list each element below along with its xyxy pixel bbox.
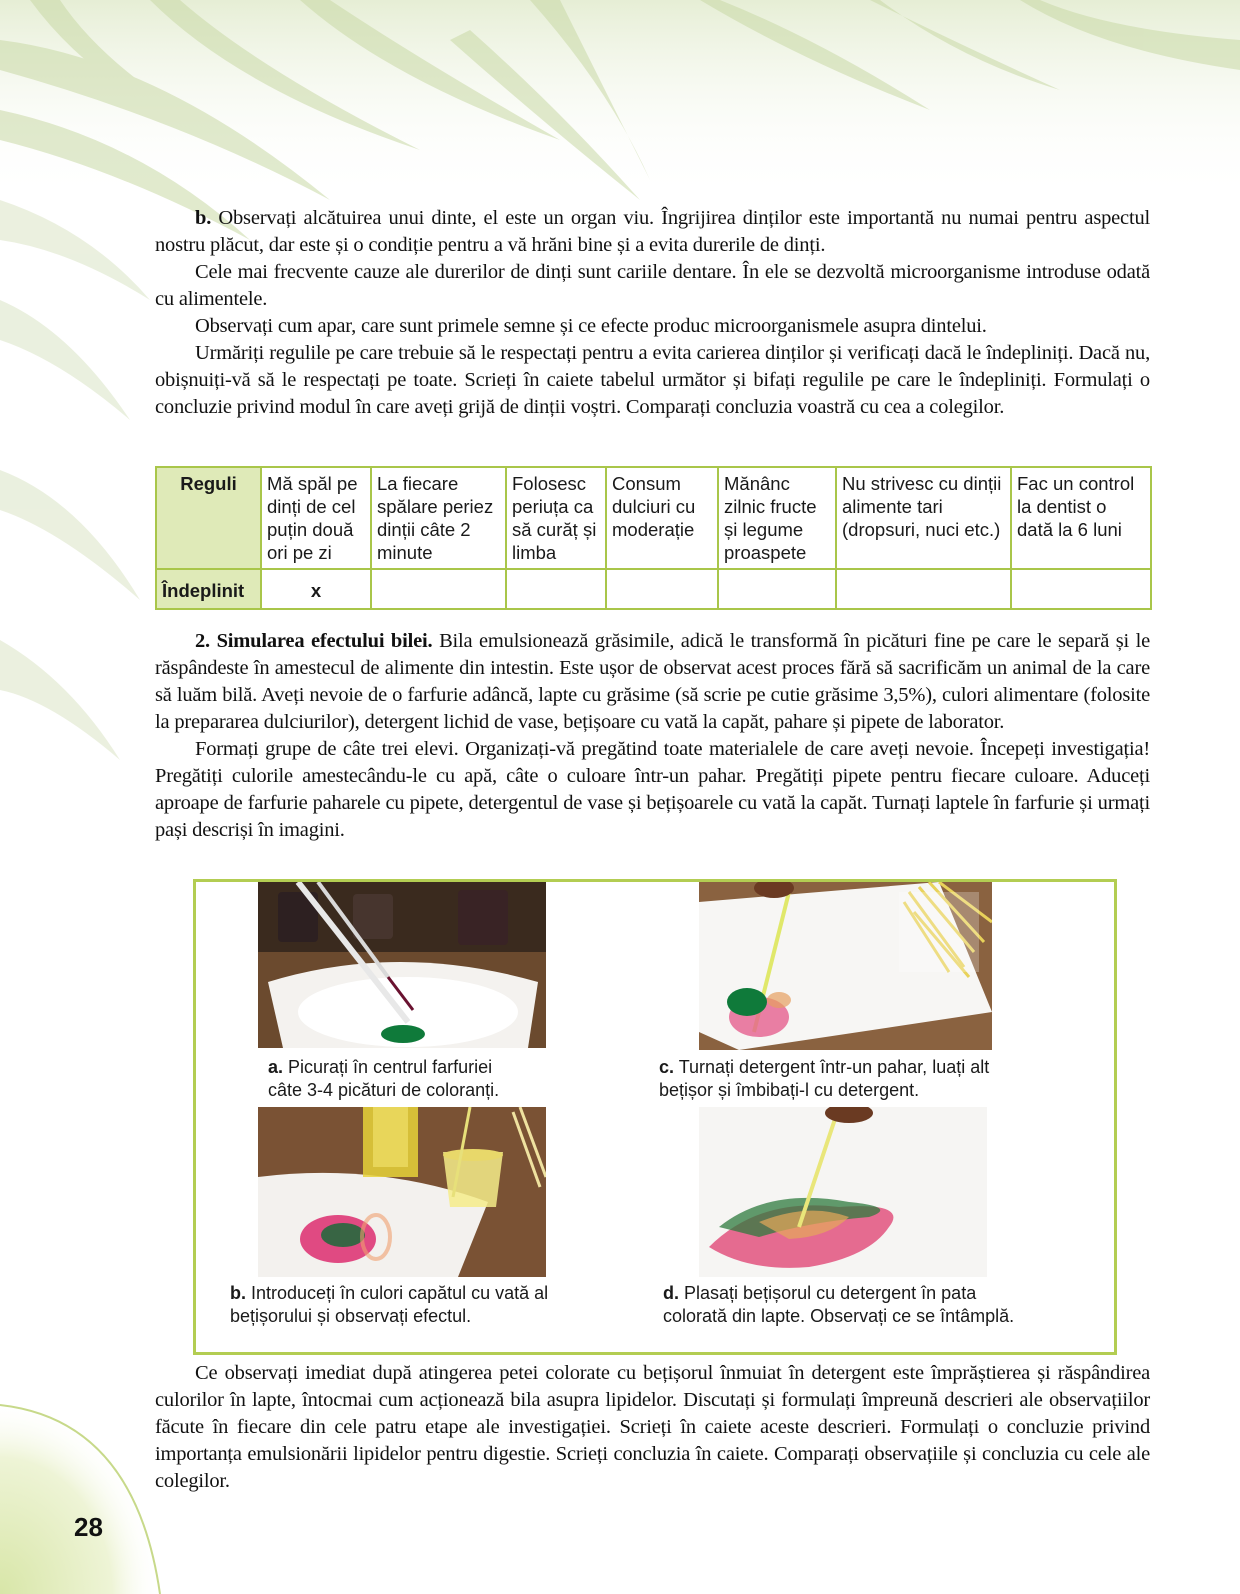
table-cell: x — [261, 569, 371, 609]
table-cell: La fiecare spălare periez dinții câte 2 minute — [371, 467, 506, 569]
caption-d — [663, 1282, 1014, 1328]
table-cell: Consum dulciuri cu moderație — [606, 467, 718, 569]
section-title: 2. Simularea efectului bilei. — [195, 630, 433, 652]
table-cell: Fac un control la dentist o dată la 6 luni — [1011, 467, 1151, 569]
photo-c-detergent-swab — [699, 882, 992, 1050]
table-cell — [371, 569, 506, 609]
caption-b — [230, 1282, 548, 1328]
caption-text: colorată din lapte. Observați ce se întâmplă. — [663, 1306, 1015, 1326]
caption-text: Plasați bețișorul cu detergent în pata — [684, 1283, 977, 1303]
caption-label: a. — [268, 1057, 284, 1077]
paragraph: Observați cum apar, care sunt primele semne și ce efecte produc microorganismele asupra dintelui. — [195, 315, 987, 337]
caption-text: bețișorului și observați efectul. — [230, 1306, 472, 1326]
table-cell — [506, 569, 606, 609]
photo-d-color-spreading — [699, 1107, 987, 1277]
paragraph: Ce observați imediat după atingerea petei colorate cu bețișorul înmuiat în detergent este împrăștierea și răspândirea culorilor în lapte, întocmai cum acționează bila asupra lipidelor. Discutați și formulați împreună descrieri ale observațiilor făcute în fiecare din cele patru etape ale investigației. Scrieți în caiete aceste descrieri. Formulați o concluzie privind importanța emulsionării lipidelor pentru digestie. Scrieți concluzia în caiete. Comparați observațiile și concluzia cu cele ale colegilor. — [155, 1362, 1150, 1492]
page-number: 28 — [74, 1512, 103, 1542]
paragraph-text: Bila emulsionează grăsimile, adică le transformă în picături fine pe care le separă și le răspândeste în amestecul de alimente din intestin. Este ușor de observat acest proces fără să sacrificăm un animal de la care să luăm bilă. Aveți nevoie de o farfurie adâncă, lapte cu grăsime (să scrie pe cutie grăsime 3,5%), culori alimentare (folosite la prepararea dulciurilor), detergent lichid de vase, bețișoare cu vată la capăt, pahare și pipete de laborator. — [155, 630, 1150, 733]
photo-a-illustration — [258, 882, 546, 1048]
paragraph-text: Observați alcătuirea unui dinte, el este un organ viu. Îngrijirea dinților este importantă nu numai pentru aspectul nostru plăcut, dar este și o condiție pentru a vă hrăni bine și a evita durerile de dinți. — [155, 207, 1150, 256]
table-cell — [1011, 569, 1151, 609]
caption-label: d. — [663, 1283, 679, 1303]
table-cell: Mănânc zilnic fructe și legume proaspete — [718, 467, 836, 569]
table-row — [156, 467, 1151, 569]
caption-text: Picurați în centrul farfuriei — [288, 1057, 493, 1077]
caption-text: Turnați detergent într-un pahar, luați alt — [678, 1057, 990, 1077]
table-header-cell: Reguli — [156, 467, 261, 569]
table-cell — [836, 569, 1011, 609]
caption-text: bețișor și îmbibați-l cu detergent. — [659, 1080, 920, 1100]
photo-d-illustration — [699, 1107, 987, 1277]
caption-c — [659, 1056, 989, 1102]
paragraph: Urmăriți regulile pe care trebuie să le respectați pentru a evita carierea dinților și verificați dacă le îndepliniți. Dacă nu, obișnuiți-vă să le respectați pe toate. Scrieți în caiete tabelul următor și bifați regulile pe care le îndepliniți. Formulați o concluzie privind modul în care aveți grijă de dinții voștri. Comparați concluzia voastră cu cea a colegilor. — [155, 342, 1150, 418]
caption-a — [268, 1056, 499, 1102]
table-cell — [606, 569, 718, 609]
table-cell: Nu strivesc cu dinții alimente tari (dropsuri, nuci etc.) — [836, 467, 1011, 569]
experiment-figure-panel — [193, 879, 1117, 1355]
photo-b-cotton-swab-in-colors — [258, 1107, 546, 1277]
paragraph — [155, 628, 1150, 736]
section-b — [155, 205, 1150, 421]
table-cell — [718, 569, 836, 609]
photo-a-dropping-colorant — [258, 882, 546, 1048]
photo-b-illustration — [258, 1107, 546, 1277]
table-cell: Mă spăl pe dinți de cel puțin două ori pe zi — [261, 467, 371, 569]
caption-text: Introduceți în culori capătul cu vată al — [251, 1283, 549, 1303]
table-cell: Folosesc periuța ca să curăț și limba — [506, 467, 606, 569]
dental-rules-table — [155, 466, 1152, 610]
photo-c-illustration — [699, 882, 992, 1050]
paragraph: Cele mai frecvente cauze ale durerilor de dinți sunt cariile dentare. În ele se dezvoltă microorganisme introduse odată cu alimentele. — [155, 261, 1150, 310]
caption-label: b. — [230, 1283, 246, 1303]
section-label: b. — [195, 207, 212, 229]
section-2 — [155, 628, 1150, 844]
conclusion-section — [155, 1360, 1150, 1495]
paragraph: Formați grupe de câte trei elevi. Organizați-vă pregătind toate materialele de care aveți nevoie. Începeți investigația! Pregătiți culorile amestecându-le cu apă, câte o culoare într-un pahar. Pregătiți pipete pentru fiecare culoare. Aduceți aproape de farfurie paharele cu pipete, detergentul de vase și bețișoarele cu vată la capăt. Turnați laptele în farfurie și urmați pași descriși în imagini. — [155, 738, 1150, 841]
table-header-cell: Îndeplinit — [156, 569, 261, 609]
table-row — [156, 569, 1151, 609]
caption-text: câte 3-4 picături de coloranți. — [268, 1080, 500, 1100]
caption-label: c. — [659, 1057, 675, 1077]
paragraph — [155, 205, 1150, 259]
